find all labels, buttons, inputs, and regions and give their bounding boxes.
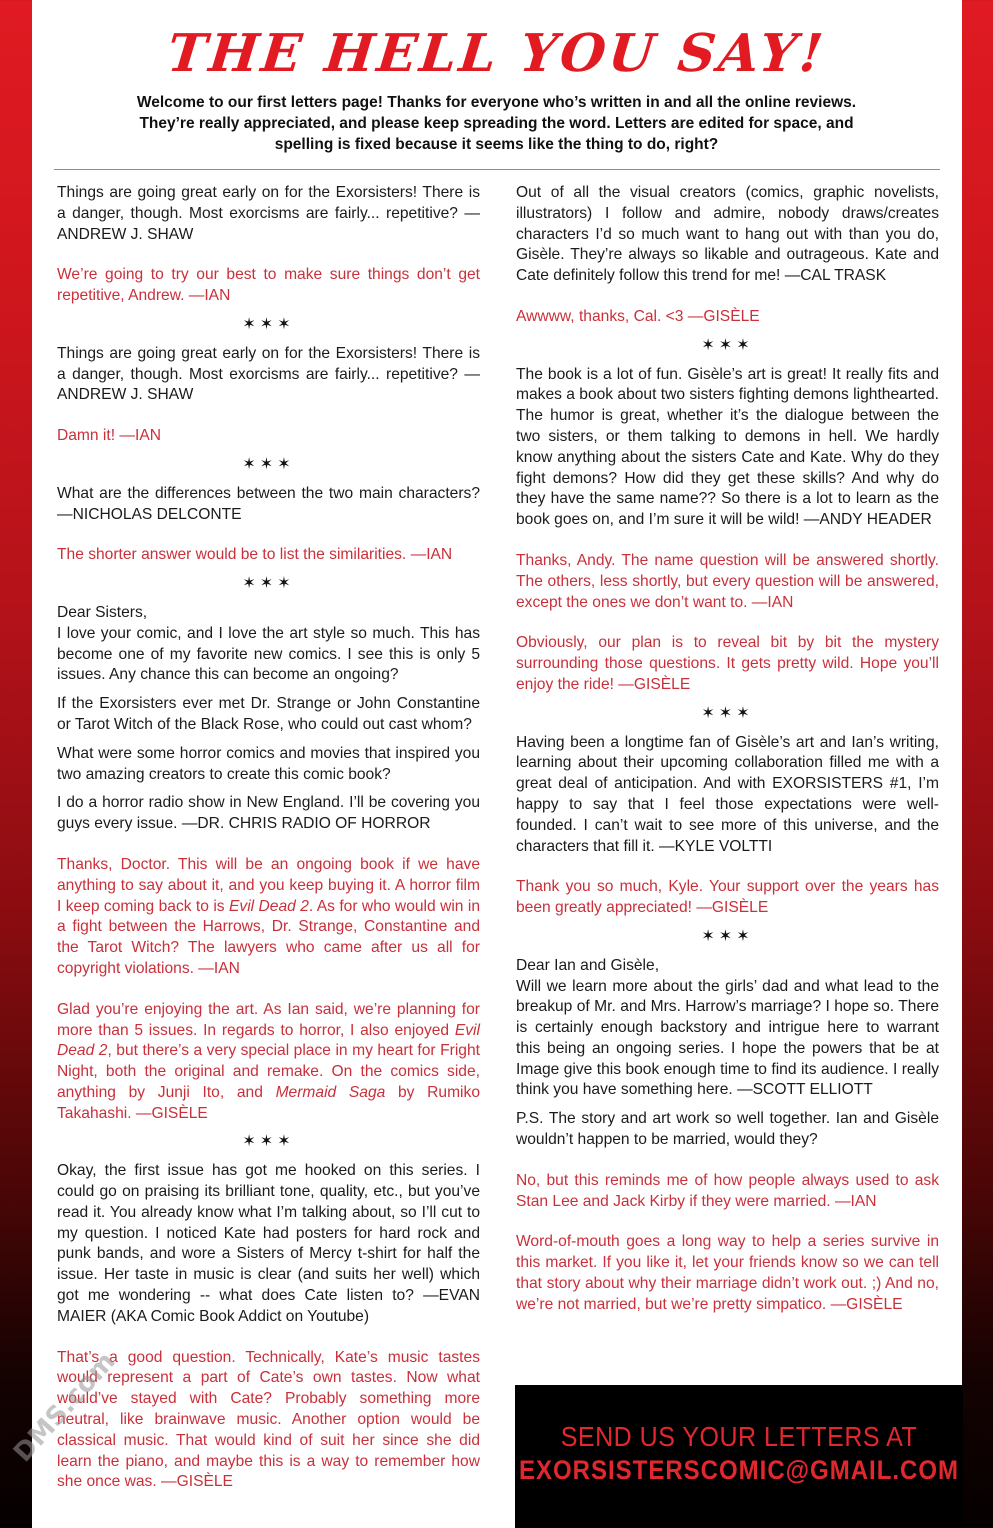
reply-text: That’s a good question. Technically, Kate’s music tastes would represent a part of Cate’s own tastes. Now what would’ve stayed with Cate? Probably something more neutral, like brainwave music. Another option would be classical music. That would kind of suit her since she did learn the piano, and maybe this is a way to remember how she once was. —GISÈLE [57, 1348, 480, 1491]
contact-email: EXORSISTERSCOMIC@GMAIL.COM [518, 1455, 960, 1486]
title-italic: Evil Dead 2 [229, 897, 309, 915]
letter-text: What are the differences between the two main characters? [57, 484, 480, 502]
letter-block [516, 365, 939, 531]
letter-text: Things are going great early on for the Exorsisters! There is a danger, though. Most exorcisms are fairly... repetitive? [57, 344, 480, 383]
left-column [57, 183, 480, 1513]
letter-signature: —CAL TRASK [784, 267, 887, 285]
intro-text: Welcome to our first letters page! Thanks for everyone who’s written in and all the online reviews. They’re really appreciated, and please keep spreading the word. Letters are edited for space, and spelling is fixed because it seems like the thing to do, right? [136, 94, 857, 153]
letter-greeting: Dear Sisters, [57, 603, 148, 621]
letter-signature: —KYLE VOLTTI [659, 837, 773, 855]
letter-block [516, 183, 939, 287]
letter-signature: —EVAN MAIER (AKA Comic Book Addict on Youtube) [57, 1287, 480, 1325]
letter-signature: —SCOTT ELLIOTT [737, 1081, 873, 1099]
reply-text [57, 855, 480, 980]
letter-text: Will we learn more about the girls’ dad and what lead to the breakup of Mr. and Mrs. Harrow’s marriage? I hope so. There is certainly enough backstory and intrigue here to warrant this being an ongoing series. I hope the powers that be at Image give this book enough time to find its audience. I really think you have something here. [516, 977, 939, 1099]
reply-text: No, but this reminds me of how people always used to ask Stan Lee and Jack Kirby if they were married. —IAN [516, 1171, 939, 1210]
letter-signature: —ANDY HEADER [803, 511, 932, 529]
section-separator: ✶✶✶ [242, 455, 295, 473]
letter-text: Okay, the first issue has got me hooked on this series. I could go on praising its brilliant tone, quality, etc., but you’ve read it. You already know what I’m talking about, so I’ll cut to my question. I noticed Kate had posters for hard rock and punk bands, and wore a Sisters of Mercy t-shirt for half the issue. Her taste in music is clear (and suits her well) which got me wondering -- what does Cate listen to? [57, 1162, 480, 1305]
letter-text: Having been a longtime fan of Gisèle’s art and Ian’s writing, learning about their upcoming collaboration filled me with a great deal of anticipation. And with EXORSISTERS #1, I’m happy to say that I feel those expectations were well-founded. I can’t wait to see more of this universe, and the characters that fill it. [516, 733, 939, 855]
section-separator: ✶✶✶ [701, 704, 754, 722]
letter-block [57, 344, 480, 406]
section-separator: ✶✶✶ [242, 575, 295, 593]
reply-text: Obviously, our plan is to reveal bit by bit the mystery surrounding those questions. It gets pretty wild. Hope you’ll enjoy the ride! —GISÈLE [516, 634, 939, 693]
reply-text: Damn it! —IAN [57, 427, 161, 445]
letter-text: The book is a lot of fun. Gisèle’s art is great! It really fits and makes a book about two sisters fighting demons lighthearted. The humor is great, whether it’s the dialogue between the two sisters, or them talking to demons in hell. We hardly know anything about the sisters Cate and Kate. Why do they fight demons? How did they get these skills? And why do they have the same name?? So there is a lot to learn as the book goes on, and I’m sure it will be wild! [516, 365, 940, 529]
reply-text [57, 1000, 480, 1125]
letter-text: I do a horror radio show in New England. I’ll be covering you guys every issue. [57, 794, 480, 833]
reply-text: Thank you so much, Kyle. Your support over the years has been greatly appreciated! —GISÈLE [516, 878, 939, 917]
letter-text: Things are going great early on for the Exorsisters! There is a danger, though. Most exorcisms are fairly... repetitive? [57, 184, 480, 222]
reply-text: Awwww, thanks, Cal. <3 —GISÈLE [516, 307, 760, 325]
letter-block [57, 793, 480, 835]
page-title: THE HELL YOU SAY! [164, 23, 829, 84]
reply-text: Thanks, Andy. The name question will be answered shortly. The others, less shortly, but every question will be answered, except the ones we don’t want to. —IAN [516, 551, 939, 611]
contact-box [515, 1385, 963, 1528]
letter-text: What were some horror comics and movies that inspired you two amazing creators to create this comic book? [57, 744, 480, 783]
letter-signature: —NICHOLAS DELCONTE [57, 505, 242, 523]
letter-block [516, 956, 939, 1102]
reply-fragment: by Rumiko Takahashi. —GISÈLE [57, 1083, 480, 1122]
reply-text: The shorter answer would be to list the similarities. —IAN [57, 546, 453, 564]
letter-block [57, 484, 480, 526]
letter-text: Out of all the visual creators (comics, graphic novelists, illustrators) I follow and admire, nobody draws/creates characters I’d so much want to hang out with than you do, Gisèle. They’re always so likable and outrageous. Kate and Cate definitely follow this trend for me! [516, 184, 939, 285]
right-column [516, 183, 939, 1336]
letter-signature: —ANDREW J. SHAW [57, 365, 480, 404]
reply-fragment: , but there’s a very special place in my heart for Fright Night, both the original and remake. On the comics side, anything by Junji Ito, and [57, 1042, 480, 1101]
letter-block [57, 1161, 480, 1327]
section-separator: ✶✶✶ [701, 336, 754, 354]
letter-greeting: Dear Ian and Gisèle, [516, 956, 660, 974]
reply-fragment: . As for who would win in a fight between the Harrows, Dr. Strange, Constantine and the Tarot Witch? The lawyers who came after us all for copyright violations. —IAN [57, 897, 480, 977]
letter-block [57, 183, 480, 245]
divider [54, 169, 940, 170]
reply-text: We’re going to try our best to make sure things don’t get repetitive, Andrew. —IAN [57, 266, 480, 305]
contact-heading: SEND US YOUR LETTERS AT [560, 1421, 918, 1453]
letter-text: I love your comic, and I love the art style so much. This has become one of my favorite new comics. I see this is only 5 issues. Any chance this can become an ongoing? [57, 624, 480, 684]
reply-fragment: Glad you’re enjoying the art. As Ian said, we’re planning for more than 5 issues. In regards to horror, I also enjoyed [57, 1000, 480, 1039]
watermark: DMS.com [8, 1346, 122, 1469]
section-separator: ✶✶✶ [242, 315, 295, 333]
letter-signature: —ANDREW J. SHAW [57, 204, 480, 243]
letter-signature: —DR. CHRIS RADIO OF HORROR [181, 815, 431, 833]
letter-block [516, 733, 939, 858]
letter-block [57, 603, 480, 686]
title-italic: Evil Dead 2 [57, 1021, 480, 1060]
letter-text: If the Exorsisters ever met Dr. Strange or John Constantine or Tarot Witch of the Black Rose, who could out cast whom? [57, 695, 480, 733]
letter-text: P.S. The story and art work so well together. Ian and Gisèle wouldn’t happen to be married, would they? [516, 1110, 939, 1149]
reply-fragment: Thanks, Doctor. This will be an ongoing book if we have anything to say about it, and you keep buying it. A horror film I keep coming back to is [57, 855, 480, 915]
section-separator: ✶✶✶ [242, 1133, 295, 1151]
section-separator: ✶✶✶ [701, 927, 754, 945]
reply-text: Word-of-mouth goes a long way to help a series survive in this market. If you like it, let your friends know so we can tell that story about why their marriage didn’t work out. ;) And no, we’re not married, but we’re pretty simpatico. —GISÈLE [516, 1233, 939, 1313]
title-italic: Mermaid Saga [275, 1083, 386, 1101]
